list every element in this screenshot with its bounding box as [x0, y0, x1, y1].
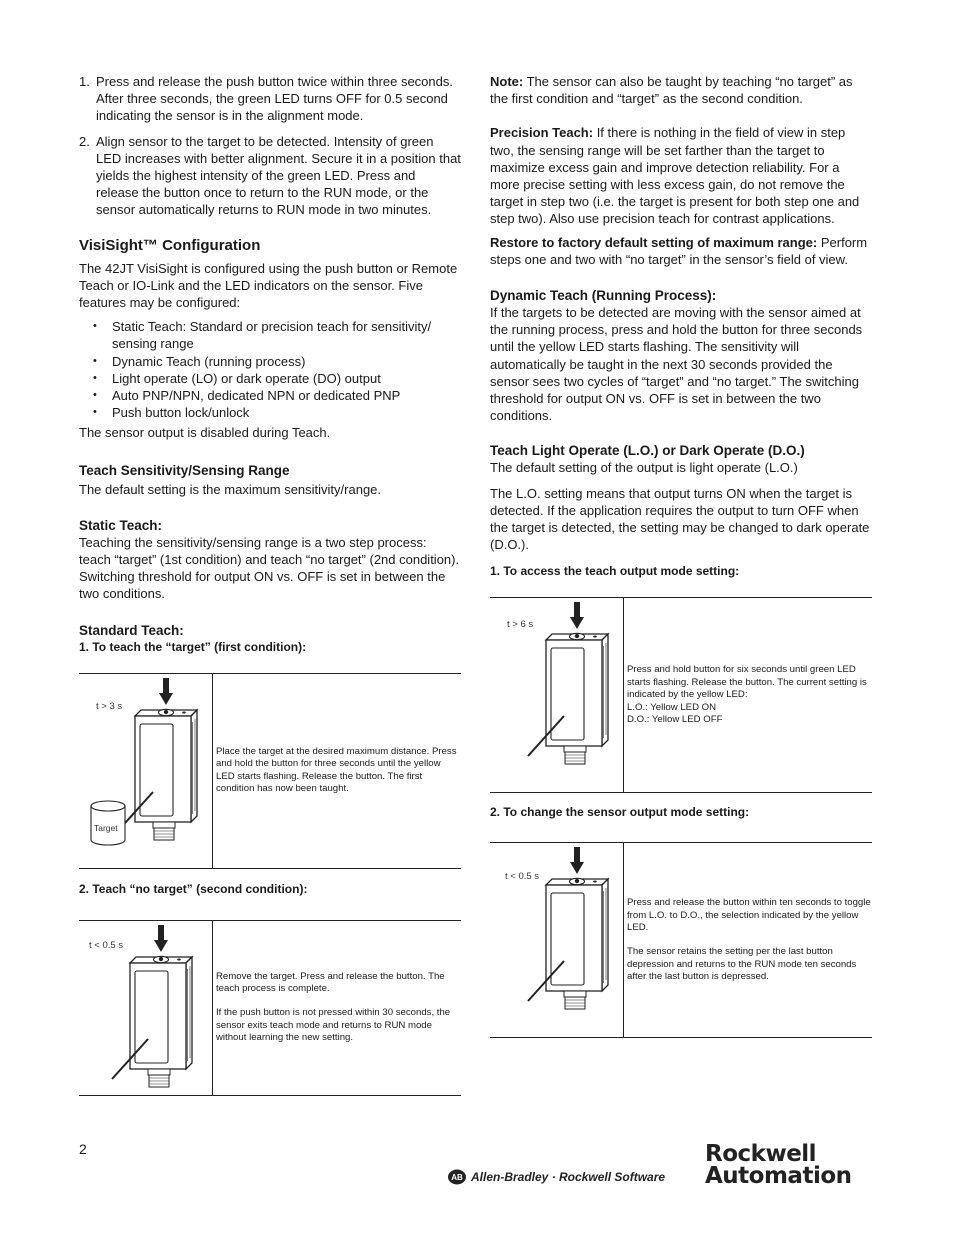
note-paragraph: Note: The sensor can also be taught by teaching “no target” as the first condition and “target” as the second condition. — [490, 74, 853, 107]
lo-do-heading: Teach Light Operate (L.O.) or Dark Operate (D.O.) — [490, 443, 805, 459]
figure-change-output-mode — [490, 842, 872, 1038]
time-label: t < 0.5 s — [89, 939, 124, 951]
figure-caption: Remove the target. Press and release the button. The teach process is complete. If the push button is not pressed within 30 seconds, the sensor exits teach mode and returns to RUN mode without learning the new setting. — [216, 970, 451, 1044]
target-label: Target — [94, 822, 118, 833]
static-teach-heading: Static Teach: — [79, 517, 163, 533]
list-item: • Static Teach: Standard or precision teach for sensitivity/ sensing range — [93, 319, 432, 352]
figure-access-output-mode — [490, 597, 872, 793]
svg-text:AB: AB — [451, 1173, 463, 1182]
list-item: • Dynamic Teach (running process) — [93, 353, 306, 369]
left-column — [79, 73, 461, 1096]
feature-list — [93, 318, 461, 421]
visisight-intro: The 42JT VisiSight is configured using the push button or Remote Teach or IO-Link and the LED indicators on the sensor. Five features may be configured: — [79, 260, 458, 311]
right-column — [490, 73, 872, 1038]
visisight-heading: VisiSight™ Configuration — [79, 236, 261, 254]
dynamic-teach-text: If the targets to be detected are moving with the sensor aimed at the running process, press and hold the button for three seconds until the yellow LED starts flashing. The sensitivity will automatically be taught in the next 30 seconds provided the sensor sees two cycles of “target” and “no target.” The switching threshold for output ON vs. OFF is set in between the two conditions. — [490, 305, 863, 424]
time-label: t > 3 s — [96, 700, 123, 712]
figure-image — [490, 598, 624, 792]
list-item: • Light operate (LO) or dark operate (DO) output — [93, 370, 381, 386]
restore-paragraph: Restore to factory default setting of maximum range: Perform steps one and two with “no target” in the sensor’s field of view. — [490, 234, 868, 267]
teach-sensitivity-text: The default setting is the maximum sensitivity/range. — [79, 481, 382, 497]
page-number: 2 — [79, 1141, 87, 1157]
lo-do-default: The default setting of the output is light operate (L.O.) — [490, 460, 798, 476]
rockwell-automation-logo: Rockwell Automation — [705, 1141, 852, 1189]
change-mode-title: 2. To change the sensor output mode setting: — [490, 805, 750, 820]
step1-title: 1. To teach the “target” (first condition): — [79, 639, 307, 654]
time-label: t > 6 s — [507, 619, 534, 631]
standard-teach-heading: Standard Teach: — [79, 622, 184, 638]
alignment-steps — [79, 73, 461, 219]
list-item: 1. Press and release the push button twice within three seconds. After three seconds, the green LED turns OFF for 0.5 second indicating the sensor is in the alignment mode. — [79, 74, 453, 124]
figure-teach-no-target — [79, 920, 461, 1096]
list-item: 2. Align sensor to the target to be detected. Intensity of green LED increases with better alignment. Secure it in a position that yields the highest intensity of the green LED. Press and release the button once to return to the RUN mode, or the sensor automatically returns to RUN mode in two minutes. — [79, 133, 461, 218]
list-item: • Auto PNP/NPN, dedicated NPN or dedicated PNP — [93, 388, 401, 404]
figure-image — [79, 674, 213, 868]
figure-caption: Press and release the button within ten seconds to toggle from L.O. to D.O., the selection indicated by the yellow LED. The sensor retains the setting per the last button depression and returns to the RUN mode ten seconds after the last button is depressed. — [627, 897, 871, 983]
sub-brands: Allen-Bradley · Rockwell Software — [471, 1170, 666, 1184]
access-mode-title: 1. To access the teach output mode setting: — [490, 564, 740, 579]
teach-sensitivity-heading: Teach Sensitivity/Sensing Range — [79, 462, 290, 478]
allen-bradley-logo-icon — [447, 1168, 467, 1186]
figure-image — [490, 843, 624, 1037]
time-label: t < 0.5 s — [505, 871, 540, 883]
teach-disabled-note: The sensor output is disabled during Teach. — [79, 425, 331, 441]
list-item: • Push button lock/unlock — [93, 405, 250, 421]
figure-caption: Place the target at the desired maximum distance. Press and hold the button for three seconds until the yellow LED starts flashing. Release the button. The first condition has now been taught. — [216, 745, 457, 795]
figure-teach-target — [79, 673, 461, 869]
step2-title: 2. Teach “no target” (second condition): — [79, 881, 308, 896]
figure-image — [79, 921, 213, 1095]
static-teach-text: Teaching the sensitivity/sensing range is a two step process: teach “target” (1st condition) and teach “no target” (2nd condition). Switching threshold for output ON vs. OFF is set in between the two conditions. — [79, 534, 460, 602]
figure-caption: Press and hold button for six seconds until green LED starts flashing. Release the button. The current setting is indicated by the yellow LED: L.O.: Yellow LED ON D.O.: Yellow LED OFF — [627, 664, 867, 726]
precision-paragraph: Precision Teach: If there is nothing in the field of view in step two, the sensing range will be set farther than the target to maximize excess gain and improve detection reliability. For a more precise setting with less excess gain, do not remove the target in step two (i.e. the target is present for both step one and step two). Also use precision teach for contrast applications. — [490, 125, 860, 227]
lo-do-explain: The L.O. setting means that output turns ON when the target is detected. If the application requires the output to turn OFF when the target is detected, the setting may be changed to dark operate (D.O.). — [490, 485, 870, 553]
dynamic-teach-heading: Dynamic Teach (Running Process): — [490, 288, 717, 304]
